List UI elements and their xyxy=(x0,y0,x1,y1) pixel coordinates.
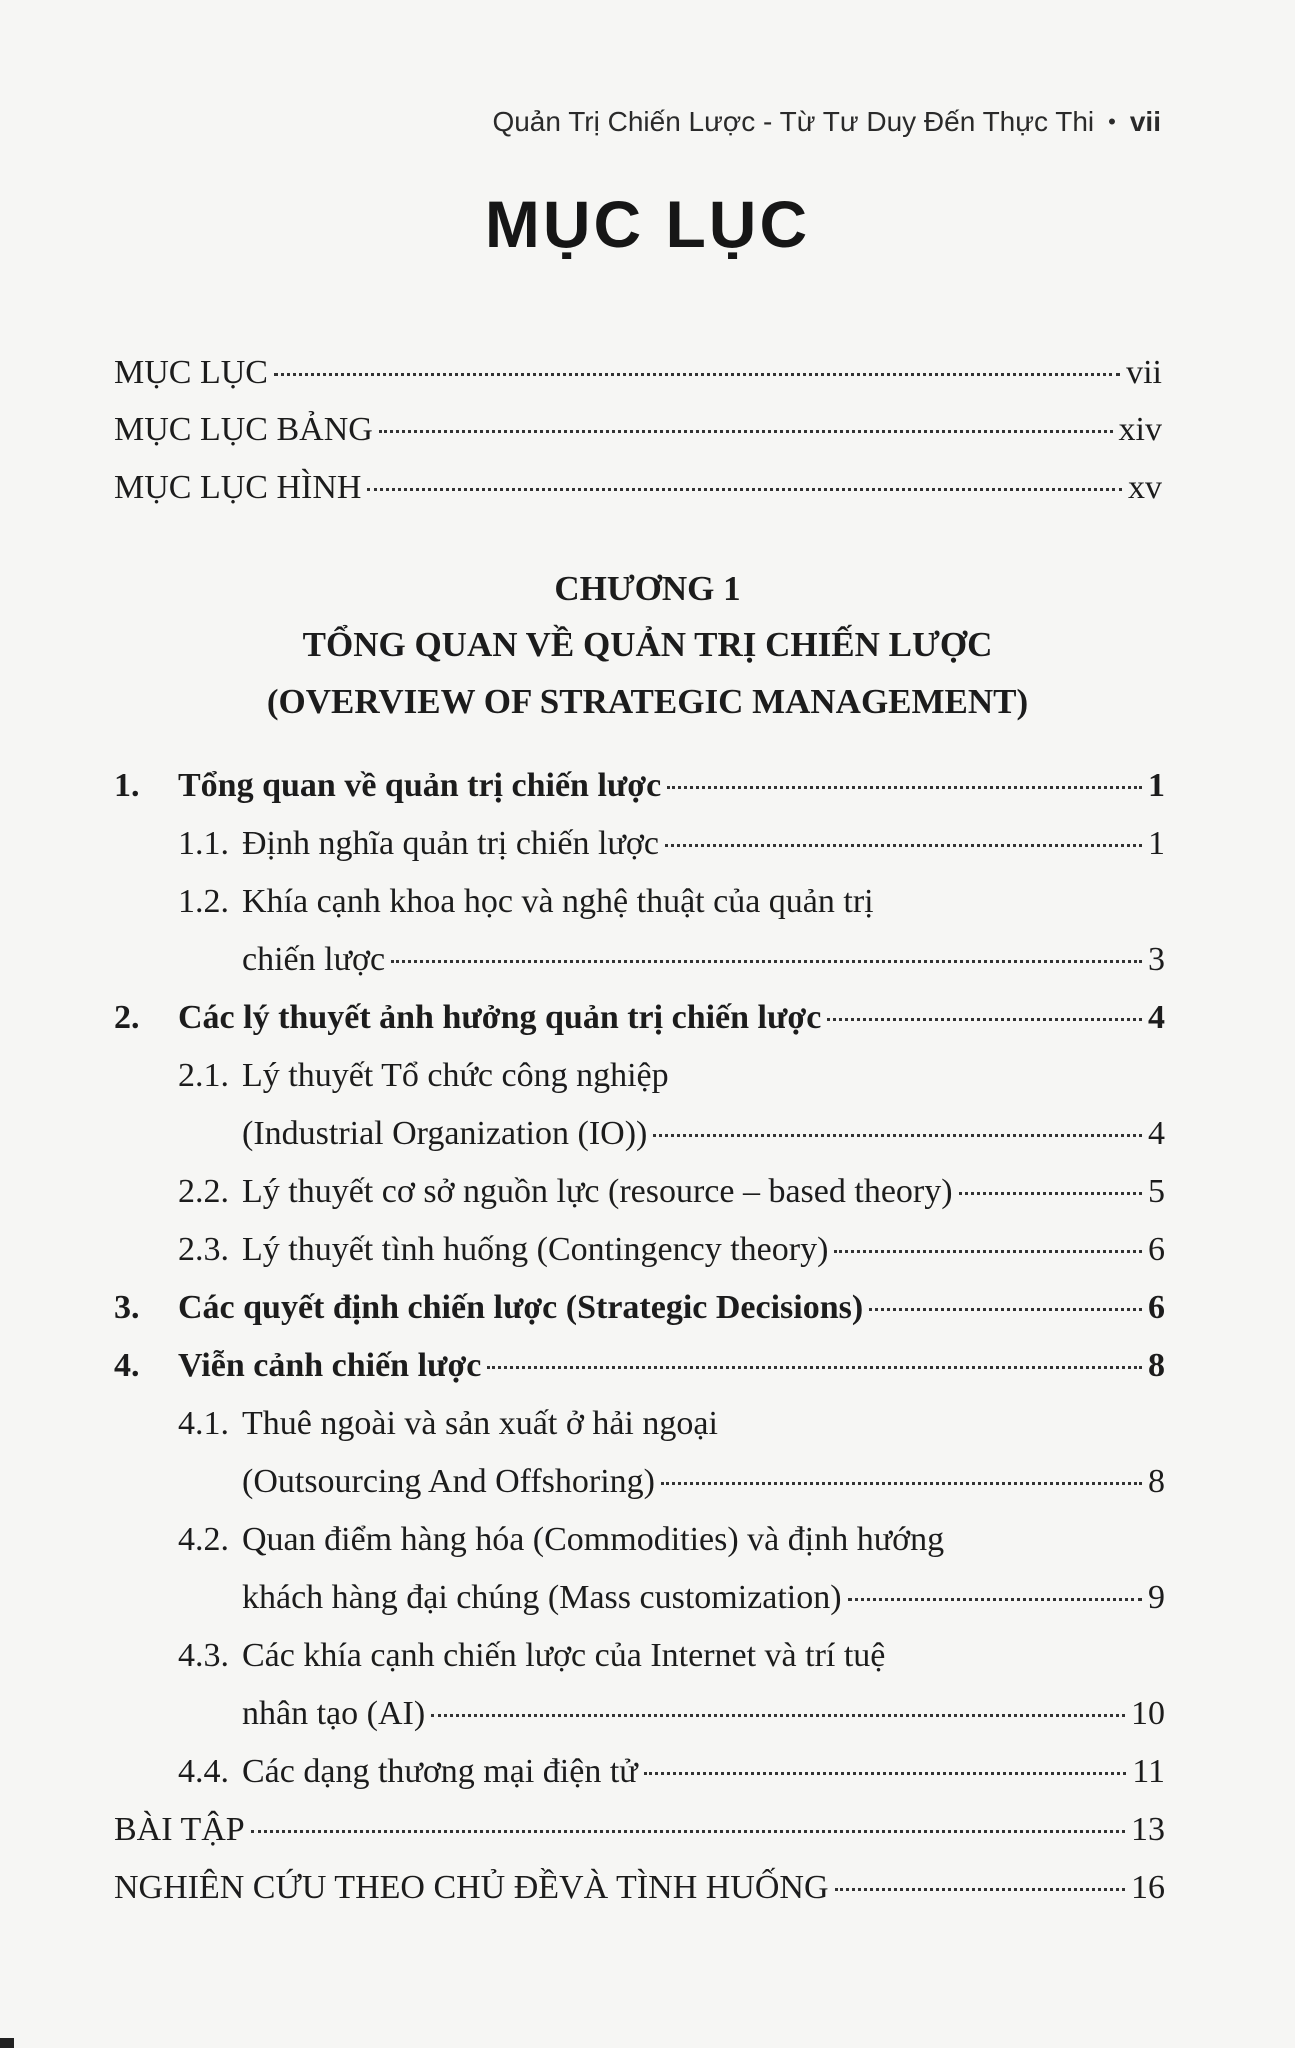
subsection-page: 11 xyxy=(1132,1753,1165,1790)
subsection-number: 1.2. xyxy=(178,883,229,920)
subsection-number: 4.4. xyxy=(178,1753,229,1790)
dot-leader xyxy=(661,1482,1142,1485)
toc-entry-page: 13 xyxy=(1131,1811,1165,1848)
chapter-title-en: (OVERVIEW OF STRATEGIC MANAGEMENT) xyxy=(266,682,1029,721)
toc-entry-page: xv xyxy=(1128,469,1162,506)
toc-entry-front-matter[interactable] xyxy=(114,410,1162,450)
subsection-page: 5 xyxy=(1148,1173,1165,1210)
toc-entry-page: xiv xyxy=(1118,411,1162,448)
dot-leader xyxy=(431,1714,1125,1717)
toc-entry-back-matter[interactable] xyxy=(114,1810,1165,1850)
subsection-label: Định nghĩa quản trị chiến lược xyxy=(242,825,659,862)
subsection-page: 4 xyxy=(1148,1115,1165,1152)
toc-section-entry[interactable] xyxy=(114,1288,1165,1328)
section-page: 1 xyxy=(1148,767,1165,804)
subsection-number: 2.1. xyxy=(178,1057,229,1094)
toc-entry-page: 16 xyxy=(1131,1869,1165,1906)
section-label: Các quyết định chiến lược (Strategic Decisions) xyxy=(178,1289,864,1326)
toc-subsection-entry-line1[interactable] xyxy=(178,1404,718,1444)
toc-subsection-entry-line1[interactable] xyxy=(178,1636,885,1676)
toc-entry-label: MỤC LỤC xyxy=(114,354,268,391)
toc-entry-label: BÀI TẬP xyxy=(114,1811,245,1848)
subsection-number: 2.2. xyxy=(178,1173,229,1210)
toc-subsection-entry-line1[interactable] xyxy=(178,882,874,922)
running-header xyxy=(492,106,1161,138)
dot-leader xyxy=(379,430,1113,433)
toc-subsection-entry-line1[interactable] xyxy=(178,1056,669,1096)
section-page: 6 xyxy=(1148,1289,1165,1326)
subsection-number: 1.1. xyxy=(178,825,229,862)
subsection-label-line1: Lý thuyết Tổ chức công nghiệp xyxy=(242,1057,669,1094)
toc-entry-page: vii xyxy=(1126,354,1162,391)
toc-subsection-entry[interactable] xyxy=(242,1694,1165,1734)
dot-leader xyxy=(827,1018,1142,1021)
header-separator: • xyxy=(1108,109,1116,134)
subsection-label: chiến lược xyxy=(242,941,386,978)
subsection-label: (Industrial Organization (IO)) xyxy=(242,1115,648,1152)
toc-entry-front-matter[interactable] xyxy=(114,468,1162,508)
subsection-page: 6 xyxy=(1148,1231,1165,1268)
section-label: Các lý thuyết ảnh hưởng quản trị chiến lược xyxy=(178,999,822,1036)
subsection-label-line1: Quan điểm hàng hóa (Commodities) và định hướng xyxy=(242,1521,945,1558)
subsection-page: 3 xyxy=(1148,941,1165,978)
subsection-label-line1: Thuê ngoài và sản xuất ở hải ngoại xyxy=(242,1405,718,1442)
toc-section-entry[interactable] xyxy=(114,998,1165,1038)
subsection-page: 8 xyxy=(1148,1463,1165,1500)
subsection-label: khách hàng đại chúng (Mass customization) xyxy=(242,1579,842,1616)
section-number: 4. xyxy=(114,1347,140,1384)
dot-leader xyxy=(391,960,1142,963)
dot-leader xyxy=(959,1192,1142,1195)
section-number: 2. xyxy=(114,999,140,1036)
subsection-label: (Outsourcing And Offshoring) xyxy=(242,1463,655,1500)
toc-subsection-entry[interactable] xyxy=(242,1578,1165,1618)
dot-leader xyxy=(367,488,1122,491)
chapter-title-vi: TỔNG QUAN VỀ QUẢN TRỊ CHIẾN LƯỢC xyxy=(302,625,993,664)
subsection-label: Lý thuyết tình huống (Contingency theory) xyxy=(242,1231,829,1268)
subsection-page: 9 xyxy=(1148,1579,1165,1616)
dot-leader xyxy=(653,1134,1142,1137)
header-page-number: vii xyxy=(1129,106,1161,137)
subsection-label: Lý thuyết cơ sở nguồn lực (resource – based theory) xyxy=(242,1173,953,1210)
subsection-number: 4.2. xyxy=(178,1521,229,1558)
toc-entry-back-matter[interactable] xyxy=(114,1868,1165,1908)
dot-leader xyxy=(834,1250,1142,1253)
subsection-number: 4.3. xyxy=(178,1637,229,1674)
dot-leader xyxy=(274,373,1120,376)
toc-subsection-entry-line1[interactable] xyxy=(178,1520,944,1560)
toc-subsection-entry[interactable] xyxy=(178,824,1165,864)
dot-leader xyxy=(665,844,1142,847)
section-label: Viễn cảnh chiến lược xyxy=(178,1347,482,1384)
section-page: 8 xyxy=(1148,1347,1165,1384)
toc-subsection-entry[interactable] xyxy=(242,1114,1165,1154)
subsection-label-line1: Khía cạnh khoa học và nghệ thuật của quản trị xyxy=(242,883,874,920)
toc-entry-label: NGHIÊN CỨU THEO CHỦ ĐỀVÀ TÌNH HUỐNG xyxy=(114,1869,829,1906)
running-title: Quản Trị Chiến Lược - Từ Tư Duy Đến Thực Thi xyxy=(492,106,1095,137)
dot-leader xyxy=(644,1772,1127,1775)
subsection-page: 10 xyxy=(1131,1695,1165,1732)
toc-entry-label: MỤC LỤC HÌNH xyxy=(114,469,362,506)
subsection-page: 1 xyxy=(1148,825,1165,862)
subsection-label: nhân tạo (AI) xyxy=(242,1695,426,1732)
subsection-label: Các dạng thương mại điện tử xyxy=(242,1753,638,1790)
toc-subsection-entry[interactable] xyxy=(242,940,1165,980)
toc-section-entry[interactable] xyxy=(114,1346,1165,1386)
section-label: Tổng quan về quản trị chiến lược xyxy=(178,767,662,804)
toc-subsection-entry[interactable] xyxy=(178,1230,1165,1270)
dot-leader xyxy=(667,786,1142,789)
dot-leader xyxy=(251,1830,1125,1833)
subsection-number: 2.3. xyxy=(178,1231,229,1268)
section-number: 3. xyxy=(114,1289,140,1326)
section-page: 4 xyxy=(1148,999,1165,1036)
dot-leader xyxy=(487,1366,1142,1369)
dot-leader xyxy=(848,1598,1142,1601)
page-title: MỤC LỤC xyxy=(484,187,811,261)
toc-entry-front-matter[interactable] xyxy=(114,353,1162,393)
chapter-number: CHƯƠNG 1 xyxy=(554,569,741,608)
toc-subsection-entry[interactable] xyxy=(242,1462,1165,1502)
toc-subsection-entry[interactable] xyxy=(178,1172,1165,1212)
dot-leader xyxy=(835,1888,1125,1891)
subsection-number: 4.1. xyxy=(178,1405,229,1442)
subsection-label-line1: Các khía cạnh chiến lược của Internet và trí tuệ xyxy=(242,1637,886,1674)
toc-subsection-entry[interactable] xyxy=(178,1752,1165,1792)
toc-entry-label: MỤC LỤC BẢNG xyxy=(114,411,373,448)
dot-leader xyxy=(869,1308,1142,1311)
toc-section-entry[interactable] xyxy=(114,766,1165,806)
page-edge-mark xyxy=(0,2038,14,2048)
section-number: 1. xyxy=(114,767,140,804)
